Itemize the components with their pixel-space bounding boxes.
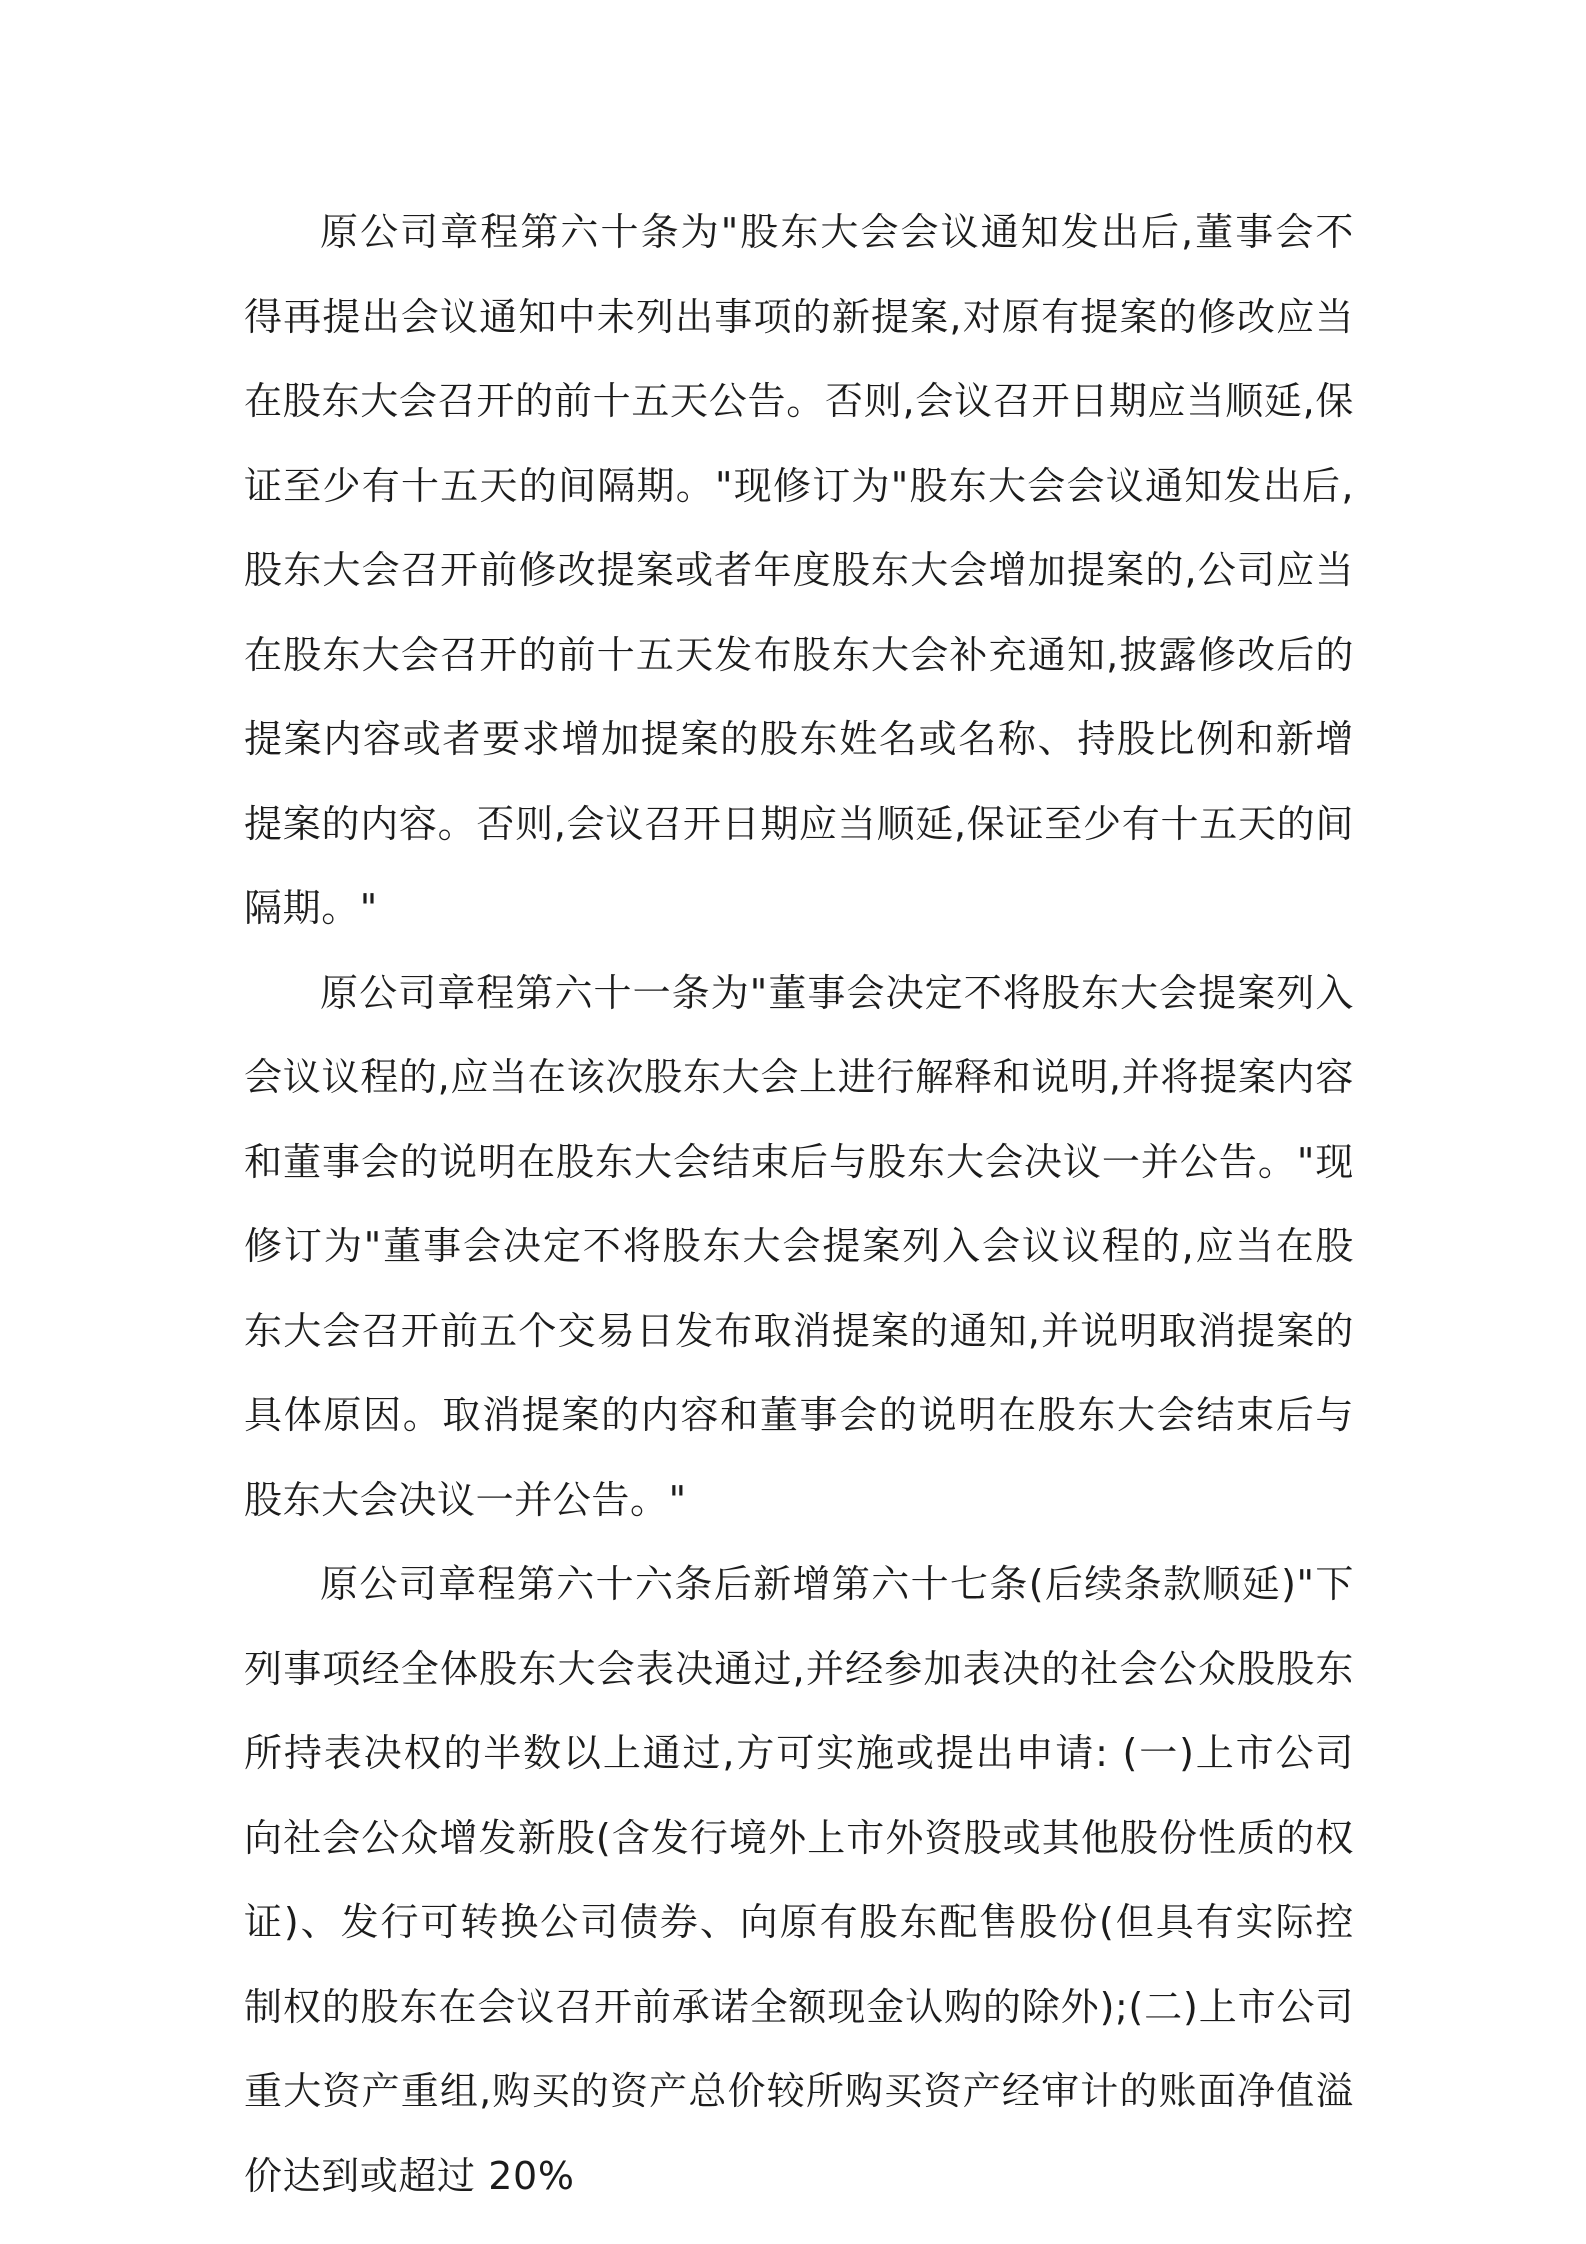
document-body (244, 190, 1354, 2218)
paragraph-article-60: 原公司章程第六十条为"股东大会会议通知发出后,董事会不得再提出会议通知中未列出事项的新提案,对原有提案的修改应当在股东大会召开的前十五天公告。否则,会议召开日期应当顺延,保证至少有十五天的间隔期。"现修订为"股东大会会议通知发出后,股东大会召开前修改提案或者年度股东大会增加提案的,公司应当在股东大会召开的前十五天发布股东大会补充通知,披露修改后的提案内容或者要求增加提案的股东姓名或名称、持股比例和新增提案的内容。否则,会议召开日期应当顺延,保证至少有十五天的间隔期。" (244, 210, 1354, 930)
paragraph-article-61: 原公司章程第六十一条为"董事会决定不将股东大会提案列入会议议程的,应当在该次股东大会上进行解释和说明,并将提案内容和董事会的说明在股东大会结束后与股东大会决议一并公告。"现修订为"董事会决定不将股东大会提案列入会议议程的,应当在股东大会召开前五个交易日发布取消提案的通知,并说明取消提案的具体原因。取消提案的内容和董事会的说明在股东大会结束后与股东大会决议一并公告。" (244, 970, 1354, 1522)
paragraph-article-67: 原公司章程第六十六条后新增第六十七条(后续条款顺延)"下列事项经全体股东大会表决通过,并经参加表决的社会公众股股东所持表决权的半数以上通过,方可实施或提出申请: (一)上市公司向社会公众增发新股(含发行境外上市外资股或其他股份性质的权证)、发行可转换公司债券、向原有股东配售股份(但具有实际控制权的股东在会议召开前承诺全额现金认购的除外);(二)上市公司重大资产重组,购买的资产总价较所购买资产经审计的账面净值溢价达到或超过 20% (244, 1562, 1354, 2198)
